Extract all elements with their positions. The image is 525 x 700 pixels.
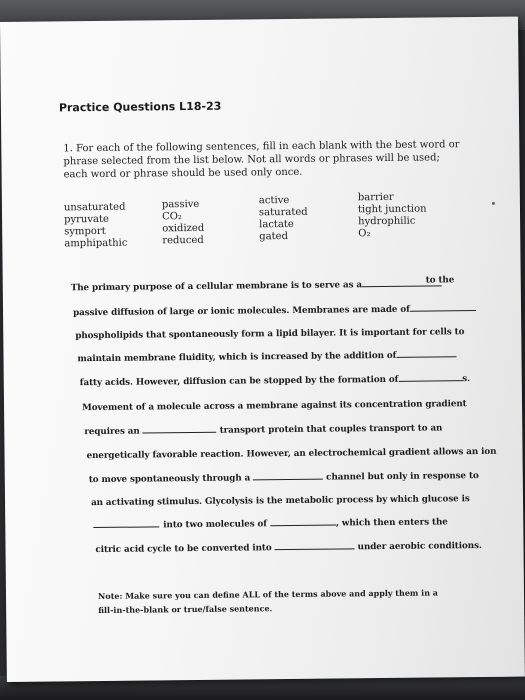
answer-blank xyxy=(93,525,159,528)
word-col3-1: active xyxy=(258,194,290,207)
answer-blank xyxy=(143,431,217,434)
line-end-text: channel but only in response to xyxy=(326,471,479,483)
word-col1-1: unsaturated xyxy=(63,201,126,214)
answer-blank xyxy=(398,379,462,382)
answer-blank xyxy=(253,478,323,481)
word-col1-4: amphipathic xyxy=(64,237,128,250)
word-col3-3: lactate xyxy=(259,218,294,231)
line-text: fatty acids. However, diffusion can be stopped by the formation of xyxy=(79,374,399,389)
line-text: to move spontaneously through a xyxy=(88,473,251,486)
paragraph-line-8: energetically favorable reaction. However, an electrochemical gradient allows an ion xyxy=(86,446,497,462)
word-col4-2: tight junction xyxy=(357,203,427,216)
paragraph-line-4 xyxy=(77,350,456,364)
word-col4-4: O₂ xyxy=(358,228,371,240)
answer-blank xyxy=(275,547,355,550)
paragraph-line-9 xyxy=(89,471,479,485)
word-col2-4: reduced xyxy=(162,234,204,247)
paragraph-line-12 xyxy=(95,541,481,555)
line-text: maintain membrane fluidity, which is increased by the addition of xyxy=(77,350,397,365)
answer-blank xyxy=(270,524,336,527)
worksheet-paper xyxy=(0,17,525,682)
word-col2-3: oxidized xyxy=(162,222,205,235)
word-col2-1: passive xyxy=(161,198,200,211)
word-col4-1: barrier xyxy=(357,191,394,204)
word-col1-2: pyruvate xyxy=(64,213,109,226)
paragraph-line-2 xyxy=(73,304,476,318)
paragraph-line-1 xyxy=(71,279,442,293)
line-text: requires an xyxy=(84,426,140,438)
paper-mark xyxy=(492,202,495,205)
line-end-text: under aerobic conditions. xyxy=(357,540,482,553)
word-col2-2: CO₂ xyxy=(161,211,182,223)
word-col3-4: gated xyxy=(259,230,289,243)
word-col4-3: hydrophilic xyxy=(358,215,416,228)
answer-blank xyxy=(410,309,476,312)
paragraph-line-10: an activating stimulus. Glycolysis is the metabolic process by which glucose is xyxy=(90,494,470,509)
answer-blank xyxy=(396,355,456,358)
paragraph-line-1-end: to the xyxy=(425,275,455,286)
line-text: The primary purpose of a cellular membrane is to serve as a xyxy=(70,280,363,294)
paragraph-line-7 xyxy=(84,423,442,437)
note-text: Note: Make sure you can define ALL of the terms above and apply them in a fill-in-the-blank or true/false sentence. xyxy=(97,587,439,616)
question-instructions: 1. For each of the following sentences, fill in each blank with the best word or phrase selected from the list below. Not all words or phrases will be used; each word or phrase should be used only once. xyxy=(63,139,460,181)
word-col1-3: symport xyxy=(64,225,106,238)
word-col3-2: saturated xyxy=(258,206,308,219)
line-end-text: transport protein that couples transport to an xyxy=(219,423,443,436)
paragraph-line-11 xyxy=(93,517,448,531)
line-text: passive diffusion of large or ionic molecules. Membranes are made of xyxy=(73,304,410,319)
paragraph-line-6: Movement of a molecule across a membrane against its concentration gradient xyxy=(81,399,467,414)
paragraph-line-3: phospholipids that spontaneously form a lipid bilayer. It is important for cells to xyxy=(75,327,465,342)
line-text: citric acid cycle to be converted into xyxy=(95,543,272,556)
page-title: Practice Questions L18-23 xyxy=(58,99,222,115)
line-text: into two molecules of xyxy=(163,519,267,531)
line-end-text: , which then enters the xyxy=(335,517,448,529)
paragraph-line-5 xyxy=(80,374,470,388)
line-end-text: s. xyxy=(462,374,471,385)
